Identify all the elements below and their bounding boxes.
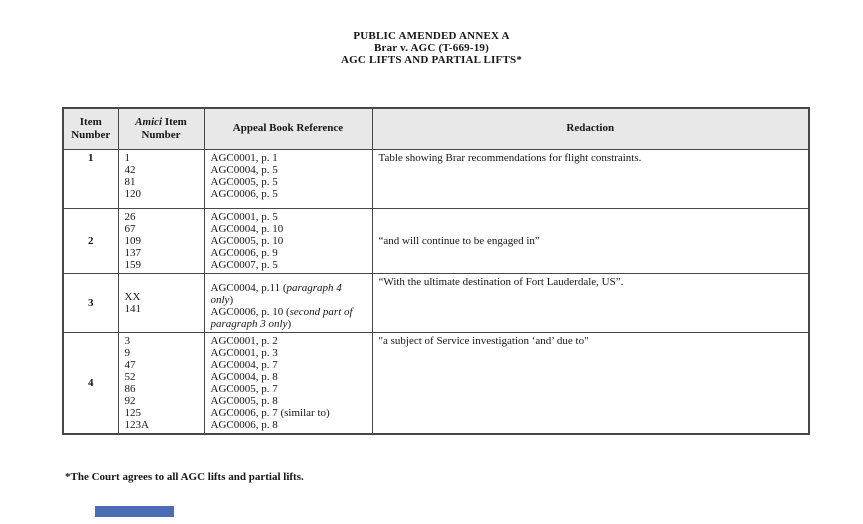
cell-item-number: 2	[63, 208, 118, 273]
cell-item-number: 1	[63, 149, 118, 208]
header-cell-item-number: Item Number	[63, 108, 118, 149]
header-cell-amici-item-number: Amici Item Number	[118, 108, 204, 149]
cell-item-number: 4	[63, 332, 118, 434]
cell-amici-numbers: 3 9 47 52 86 92 125 123A	[118, 332, 204, 434]
cell-redaction: "a subject of Service investigation ‘and’ due to"	[372, 332, 809, 434]
cell-appeal-refs: AGC0001, p. 2 AGC0001, p. 3 AGC0004, p. 7 AGC0004, p. 8 AGC0005, p. 7 AGC0005, p. 8 AGC0006, p. 7 (similar to) AGC0006, p. 8	[204, 332, 372, 434]
table-row	[63, 273, 809, 332]
title-line-annex: PUBLIC AMENDED ANNEX A	[353, 30, 510, 42]
footnote: *The Court agrees to all AGC lifts and partial lifts.	[65, 471, 304, 483]
artifact-blue-bar	[95, 506, 174, 517]
document-title	[0, 30, 863, 66]
cell-redaction: Table showing Brar recommendations for flight constraints.	[372, 149, 809, 208]
table-row	[63, 208, 809, 273]
header-cell-appeal-book-reference: Appeal Book Reference	[204, 108, 372, 149]
header-cell-redaction: Redaction	[372, 108, 809, 149]
cell-appeal-refs: AGC0004, p.11 (paragraph 4 only) AGC0006, p. 10 (second part of paragraph 3 only)	[204, 273, 372, 332]
cell-amici-numbers: 26 67 109 137 159	[118, 208, 204, 273]
cell-amici-numbers: 1 42 81 120	[118, 149, 204, 208]
title-line-case: Brar v. AGC (T-669-19)	[373, 42, 489, 54]
cell-appeal-refs: AGC0001, p. 5 AGC0004, p. 10 AGC0005, p. 10 AGC0006, p. 9 AGC0007, p. 5	[204, 208, 372, 273]
table-header-row	[63, 108, 809, 149]
cell-appeal-refs: AGC0001, p. 1 AGC0004, p. 5 AGC0005, p. 5 AGC0006, p. 5	[204, 149, 372, 208]
table-row	[63, 149, 809, 208]
cell-redaction: “With the ultimate destination of Fort Lauderdale, US”.	[372, 273, 809, 332]
annex-table	[62, 107, 810, 435]
cell-amici-numbers: XX 141	[118, 273, 204, 332]
cell-item-number: 3	[63, 273, 118, 332]
title-line-lifts: AGC LIFTS AND PARTIAL LIFTS*	[340, 54, 523, 66]
cell-redaction: “and will continue to be engaged in”	[372, 208, 809, 273]
table-row	[63, 332, 809, 434]
